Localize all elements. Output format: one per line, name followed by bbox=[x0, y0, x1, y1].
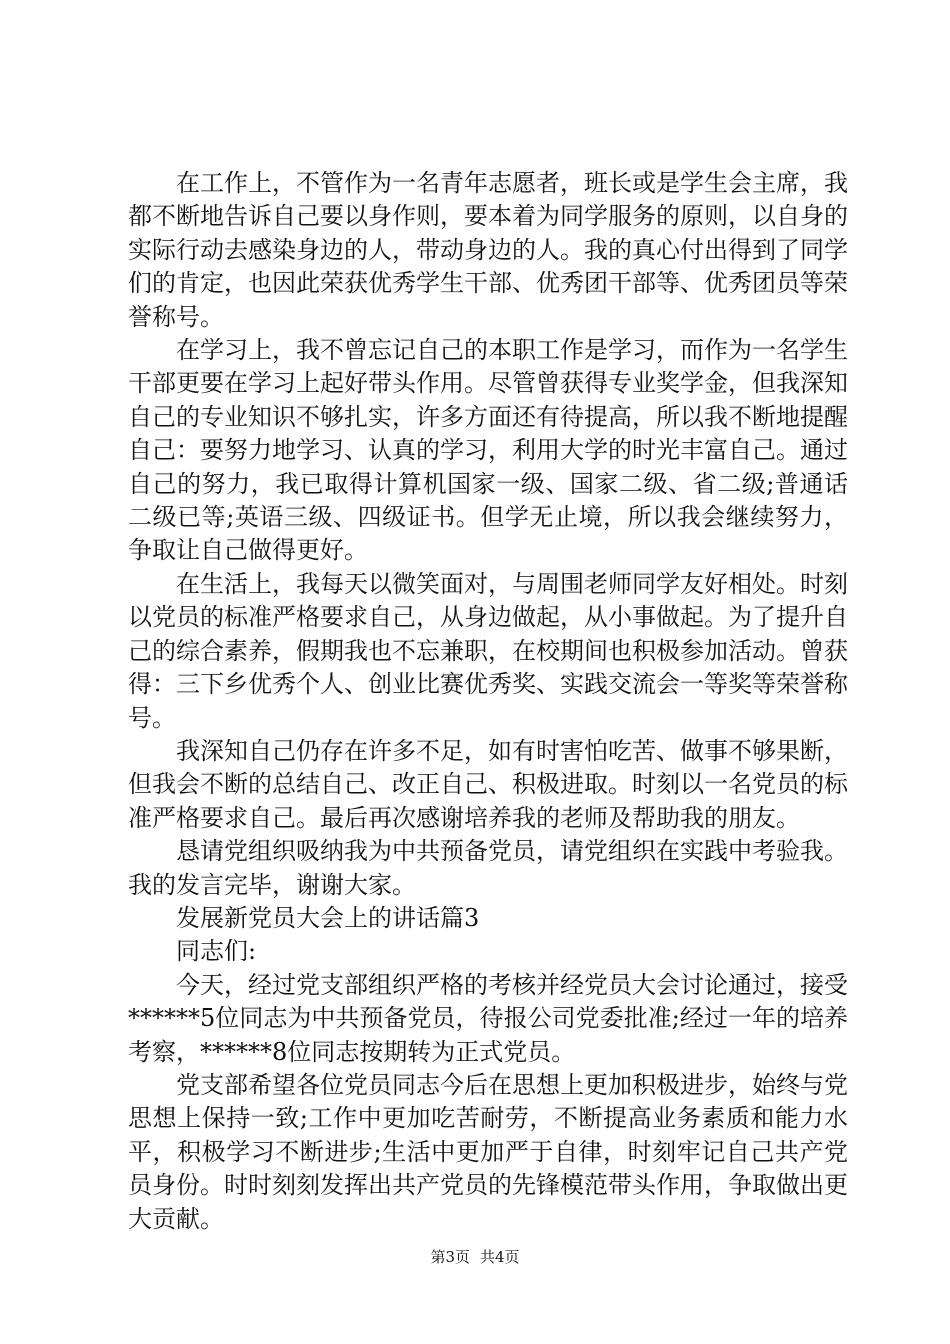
paragraph-expectations: 党支部希望各位党员同志今后在思想上更加积极进步，始终与党思想上保持一致;工作中更加吃苦耐劳，不断提高业务素质和能力水平，积极学习不断进步;生活中更加严于自律，时刻牢记自己共产党员身份。时时刻刻发挥出共产党员的先锋模范带头作用，争取做出更大贡献。 bbox=[128, 1070, 848, 1233]
paragraph-shortcomings: 我深知自己仍存在许多不足，如有时害怕吃苦、做事不够果断，但我会不断的总结自己、改正自己、积极进取。时刻以一名党员的标准严格要求自己。最后再次感谢培养我的老师及帮助我的朋友。 bbox=[128, 736, 848, 832]
document-body bbox=[128, 167, 848, 1236]
paragraph-request: 恳请党组织吸纳我为中共预备党员，请党组织在实践中考验我。我的发言完毕，谢谢大家。 bbox=[128, 837, 848, 899]
section-heading: 发展新党员大会上的讲话篇3 bbox=[176, 903, 480, 932]
paragraph-study: 在学习上，我不曾忘记自己的本职工作是学习，而作为一名学生干部更要在学习上起好带头作用。尽管曾获得专业奖学金，但我深知自己的专业知识不够扎实，许多方面还有待提高，所以我不断地提醒自己：要努力地学习、认真的学习，利用大学的时光丰富自己。通过自己的努力，我已取得计算机国家一级、国家二级、省二级;普通话二级已等;英语三级、四级证书。但学无止境，所以我会继续努力，争取让自己做得更好。 bbox=[128, 336, 848, 565]
page-number: 第3页 bbox=[430, 1248, 470, 1266]
paragraph-announcement: 今天，经过党支部组织严格的考核并经党员大会讨论通过，接受******5位同志为中共预备党员，待报公司党委批准;经过一年的培养考察，******8位同志按期转为正式党员。 bbox=[128, 970, 848, 1066]
page-footer bbox=[0, 1247, 950, 1267]
page-total: 共4页 bbox=[480, 1248, 520, 1266]
salutation: 同志们: bbox=[176, 937, 257, 966]
paragraph-life: 在生活上，我每天以微笑面对，与周围老师同学友好相处。时刻以党员的标准严格要求自己，从身边做起，从小事做起。为了提升自己的综合素养，假期我也不忘兼职，在校期间也积极参加活动。曾获得：三下乡优秀个人、创业比赛优秀奖、实践交流会一等奖等荣誉称号。 bbox=[128, 569, 848, 732]
paragraph-work: 在工作上，不管作为一名青年志愿者，班长或是学生会主席，我都不断地告诉自己要以身作则，要本着为同学服务的原则，以自身的实际行动去感染身边的人，带动身边的人。我的真心付出得到了同学们的肯定，也因此荣获优秀学生干部、优秀团干部等、优秀团员等荣誉称号。 bbox=[128, 169, 848, 331]
